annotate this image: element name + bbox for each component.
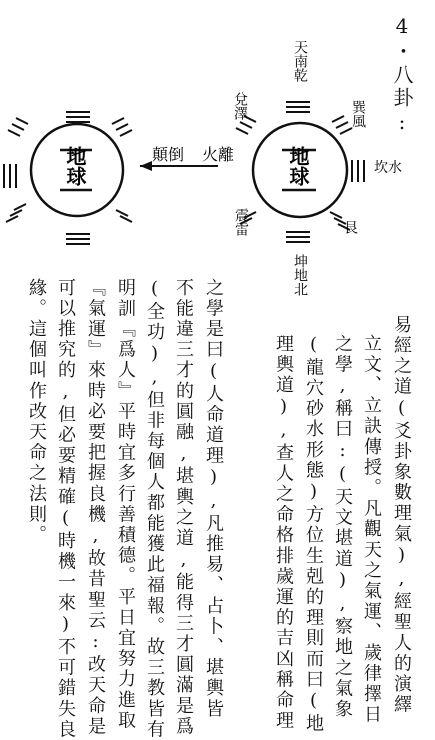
text-column-3: 之學,稱曰:(天文堪道),察地之氣象 <box>332 334 353 720</box>
label-top-left: 兌澤 <box>232 92 248 120</box>
text-column-9: 明訓『爲人』平時宜多行善積德。平日宜努力進取 <box>115 278 136 732</box>
arrow-label: 顛倒 <box>151 145 185 164</box>
text-column-5: 理輿道),查人之命格排歲運的吉凶稱命理 <box>273 334 294 732</box>
right-globe <box>253 123 347 217</box>
text-column-4: (龍穴砂水形態)方位生剋的理則而曰(地 <box>303 334 324 735</box>
section-number: 4 <box>390 14 414 41</box>
bagua-diagram <box>0 0 435 296</box>
label-top: 天南乾 <box>292 40 308 82</box>
fire-label: 火離 <box>201 145 235 164</box>
left-globe-label: 地球 <box>63 146 87 186</box>
text-column-7: 不能違三才的圓融,堪輿之道,能得三才圓滿是爲 <box>173 278 194 738</box>
right-globe-label: 地球 <box>286 146 310 186</box>
text-column-10: 『氣運』來時必要把握良機,故昔聖云:改天命是 <box>85 278 106 738</box>
text-column-8: (全功),但非每個人都能獲此福報。故三教皆有 <box>144 278 165 740</box>
section-title: 八卦: <box>390 64 414 137</box>
label-bottom: 坤地北 <box>292 254 308 296</box>
text-column-6: 之學是曰(人命道理),凡推易、占卜、堪輿皆 <box>203 278 224 720</box>
text-column-11: 可以推究的,但必要精確(時機一來)不可錯失良 <box>55 278 76 740</box>
text-column-2: 立文、立訣傳授。凡觀天之氣運、歲律擇日 <box>361 334 382 726</box>
text-column-12: 緣。這個叫作改天命之法則。 <box>26 278 47 546</box>
separator-dot: ・ <box>390 41 414 64</box>
label-top-right: 巽風 <box>350 100 366 128</box>
label-bottom-left: 震雷 <box>233 208 249 236</box>
left-globe <box>31 124 123 216</box>
text-column-1: 易經之道(爻卦象數理氣),經聖人的演繹 <box>391 315 412 716</box>
label-right: 坎水 <box>374 160 402 176</box>
label-bottom-right: 艮 <box>342 220 358 234</box>
